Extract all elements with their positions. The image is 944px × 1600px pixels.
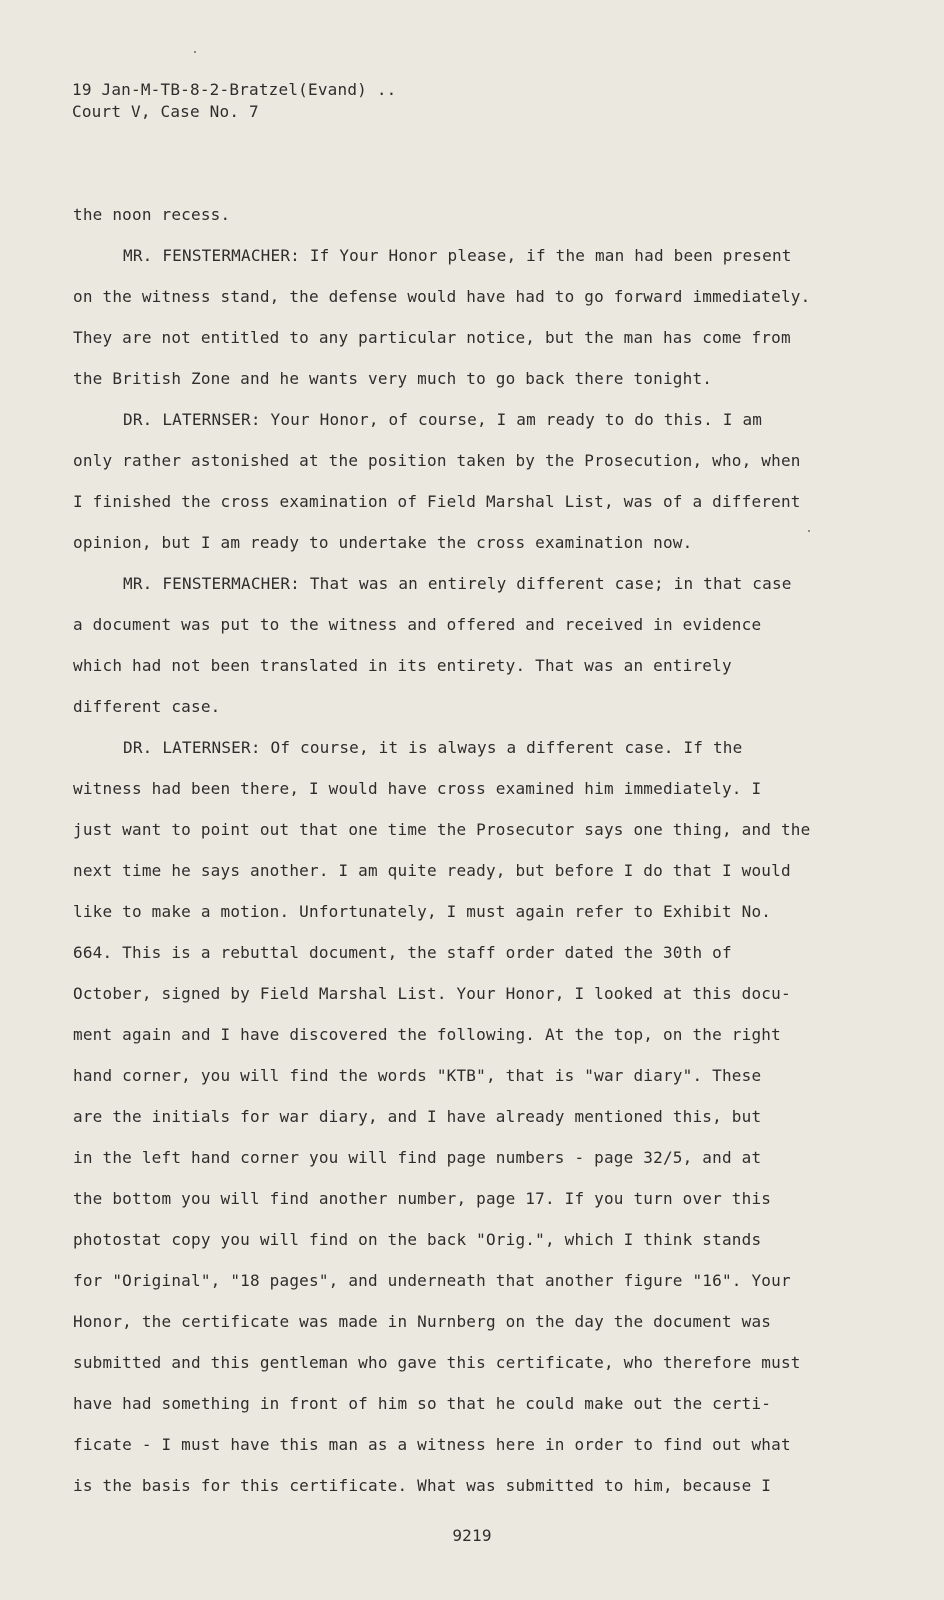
text-line: opinion, but I am ready to undertake the cross examination now. xyxy=(73,533,693,552)
text-line: the bottom you will find another number, page 17. If you turn over this xyxy=(73,1189,772,1208)
text-line: hand corner, you will find the words "KTB", that is "war diary". These xyxy=(73,1066,762,1085)
header-court-line: Court V, Case No. 7 xyxy=(72,102,259,121)
text-line: submitted and this gentleman who gave this certificate, who therefore must xyxy=(73,1353,801,1372)
text-line: have had something in front of him so that he could make out the certi- xyxy=(73,1394,772,1413)
text-line: I finished the cross examination of Field Marshal List, was of a different xyxy=(73,492,801,511)
document-header xyxy=(72,79,396,123)
paper-speck xyxy=(194,51,196,53)
text-line: different case. xyxy=(73,697,221,716)
text-line: ficate - I must have this man as a witness here in order to find out what xyxy=(73,1435,791,1454)
text-line: 664. This is a rebuttal document, the staff order dated the 30th of xyxy=(73,943,732,962)
text-line: only rather astonished at the position taken by the Prosecution, who, when xyxy=(73,451,801,470)
text-line: Honor, the certificate was made in Nurnberg on the day the document was xyxy=(73,1312,772,1331)
text-line: They are not entitled to any particular notice, but the man has come from xyxy=(73,328,791,347)
page-number: 9219 xyxy=(452,1526,492,1545)
text-line: the noon recess. xyxy=(73,205,231,224)
text-line: for "Original", "18 pages", and underneath that another figure "16". Your xyxy=(73,1271,791,1290)
text-line: is the basis for this certificate. What was submitted to him, because I xyxy=(73,1476,772,1495)
text-line: next time he says another. I am quite ready, but before I do that I would xyxy=(73,861,791,880)
text-line: DR. LATERNSER: Of course, it is always a different case. If the xyxy=(123,738,743,757)
text-line: the British Zone and he wants very much to go back there tonight. xyxy=(73,369,713,388)
text-line: like to make a motion. Unfortunately, I must again refer to Exhibit No. xyxy=(73,902,772,921)
text-line: MR. FENSTERMACHER: That was an entirely different case; in that case xyxy=(123,574,792,593)
text-line: ment again and I have discovered the following. At the top, on the right xyxy=(73,1025,781,1044)
text-line: are the initials for war diary, and I have already mentioned this, but xyxy=(73,1107,762,1126)
text-line: on the witness stand, the defense would have had to go forward immediately. xyxy=(73,287,811,306)
text-line: DR. LATERNSER: Your Honor, of course, I am ready to do this. I am xyxy=(123,410,763,429)
text-line: which had not been translated in its entirety. That was an entirely xyxy=(73,656,732,675)
text-line: photostat copy you will find on the back "Orig.", which I think stands xyxy=(73,1230,762,1249)
transcript-body xyxy=(73,204,853,1516)
text-line: in the left hand corner you will find page numbers - page 32/5, and at xyxy=(73,1148,762,1167)
text-line: just want to point out that one time the Prosecutor says one thing, and the xyxy=(73,820,811,839)
text-line: a document was put to the witness and offered and received in evidence xyxy=(73,615,762,634)
text-line: October, signed by Field Marshal List. Your Honor, I looked at this docu- xyxy=(73,984,791,1003)
text-line: witness had been there, I would have cross examined him immediately. I xyxy=(73,779,762,798)
text-line: MR. FENSTERMACHER: If Your Honor please, if the man had been present xyxy=(123,246,792,265)
header-reference-line: 19 Jan-M-TB-8-2-Bratzel(Evand) .. xyxy=(72,80,397,99)
